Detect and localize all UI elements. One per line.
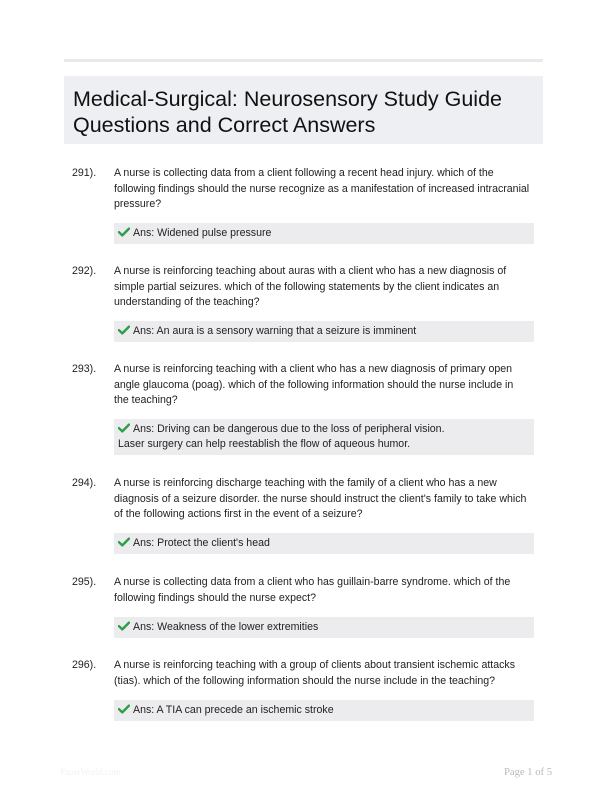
question-line: A nurse is reinforcing teaching about auras with a client who has a new diagnosis of [114, 265, 507, 277]
question-text [114, 476, 542, 523]
question-text [114, 166, 542, 213]
question-line: the teaching? [114, 394, 178, 407]
document-title [64, 76, 543, 144]
question-item [72, 264, 542, 344]
question-line: diagnosis of a seizure disorder. the nurse should instruct the client's family to take which [114, 492, 527, 505]
question-text [114, 362, 542, 409]
question-text [114, 264, 542, 311]
question-line: simple partial seizures. which of the following statements by the client indicates an [114, 280, 500, 293]
check-icon [118, 621, 130, 631]
question-line: pressure? [114, 198, 162, 211]
check-icon [118, 704, 130, 714]
question-line: A nurse is reinforcing discharge teaching with the family of a client who has a new [114, 477, 497, 489]
answer-text: Ans: Weakness of the lower extremities [133, 621, 319, 633]
question-number: 294). [72, 477, 97, 489]
question-line: following findings should the nurse expect? [114, 591, 317, 604]
answer-text: Ans: A TIA can precede an ischemic stroke [133, 704, 334, 716]
title-line-2: Questions and Correct Answers [73, 113, 376, 137]
check-icon [118, 227, 130, 237]
question-line: of the following actions first in the event of a seizure? [114, 508, 363, 521]
check-icon [118, 325, 130, 335]
question-line: (tias). which of the following information should the nurse include in the teaching? [114, 674, 496, 687]
title-line-1: Medical-Surgical: Neurosensory Study Guide [73, 87, 503, 111]
question-number: 295). [72, 576, 97, 588]
check-icon [118, 423, 130, 433]
question-line: understanding of the teaching? [114, 296, 260, 309]
question-number: 293). [72, 363, 97, 375]
page-indicator: Page 1 of 5 [504, 767, 552, 778]
question-item [72, 362, 542, 457]
answer-box [114, 533, 534, 554]
question-item [72, 575, 542, 639]
top-divider [64, 59, 543, 62]
answer-text: Ans: Widened pulse pressure [133, 227, 272, 239]
question-item [72, 658, 542, 722]
question-item [72, 476, 542, 556]
question-text [114, 575, 542, 606]
answer-box [114, 223, 534, 244]
question-line: A nurse is reinforcing teaching with a group of clients about transient ischemic attacks [114, 659, 516, 671]
footer-watermark: PaperWorld.com [60, 767, 121, 777]
question-line: angle glaucoma (poag). which of the following information should the nurse include in [114, 378, 514, 391]
question-number: 296). [72, 659, 97, 671]
question-line: A nurse is collecting data from a client following a recent head injury. which of the [114, 167, 494, 179]
check-icon [118, 537, 130, 547]
answer-box [114, 700, 534, 721]
question-number: 291). [72, 167, 97, 179]
question-text [114, 658, 542, 689]
question-line: A nurse is reinforcing teaching with a client who has a new diagnosis of primary open [114, 363, 513, 375]
answer-text: Ans: An aura is a sensory warning that a seizure is imminent [133, 325, 417, 337]
answer-box [114, 321, 534, 342]
answer-text: Ans: Driving can be dangerous due to the loss of peripheral vision. [133, 423, 445, 435]
question-line: A nurse is collecting data from a client who has guillain-barre syndrome. which of the [114, 576, 511, 588]
question-item [72, 166, 542, 246]
answer-box [114, 617, 534, 638]
answer-text-line-2: Laser surgery can help reestablish the flow of aqueous humor. [118, 438, 411, 450]
question-line: following findings should the nurse recognize as a manifestation of increased intracranial [114, 182, 530, 195]
question-number: 292). [72, 265, 97, 277]
answer-text: Ans: Protect the client's head [133, 537, 270, 549]
answer-box [114, 419, 534, 455]
